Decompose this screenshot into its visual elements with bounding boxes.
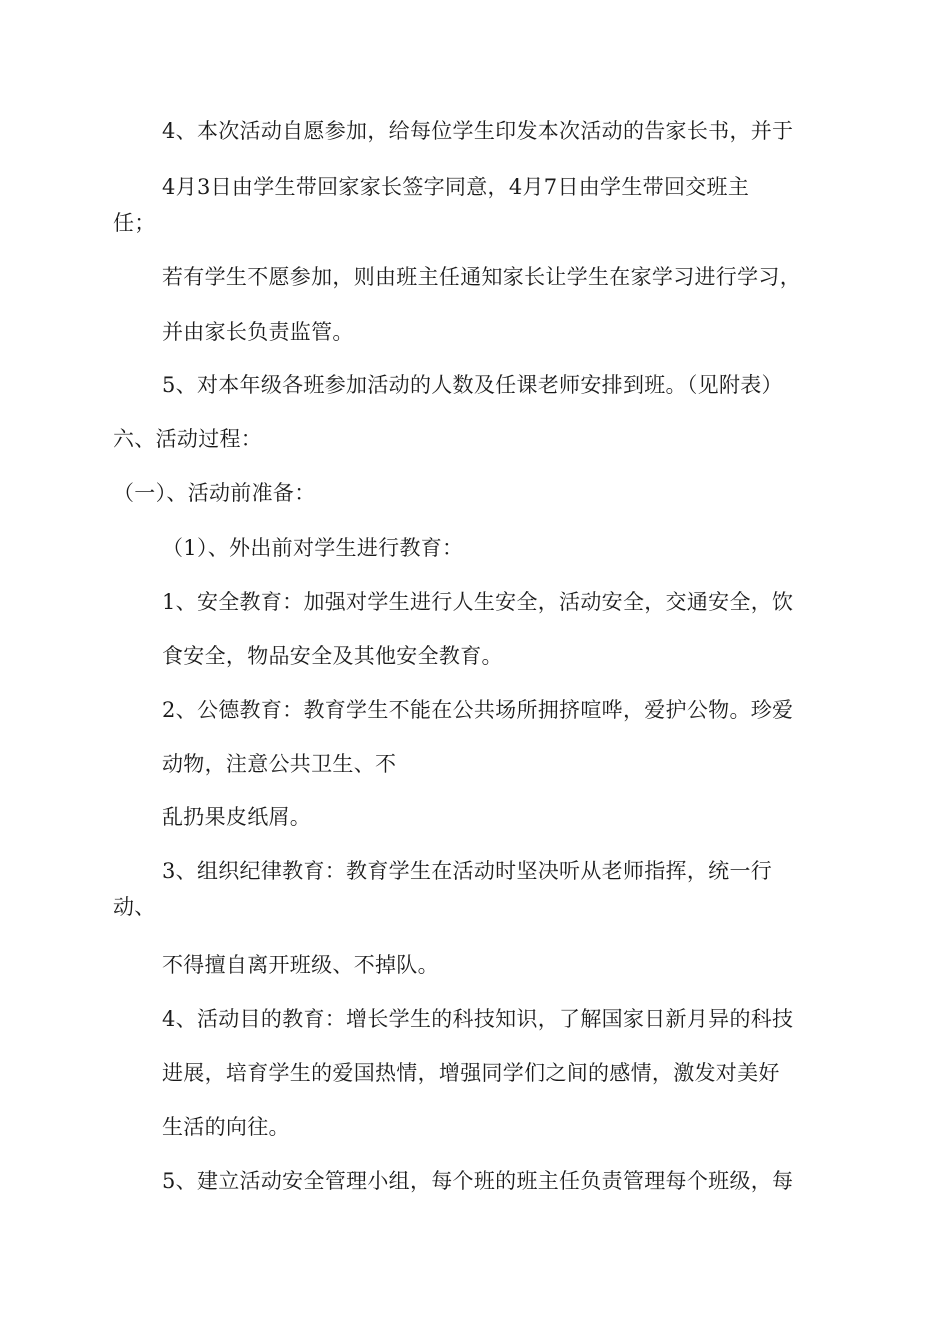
paragraph-line: 乱扔果皮纸屑。: [162, 805, 312, 829]
paragraph-line: 1、安全教育：加强对学生进行人生安全，活动安全，交通安全，饮: [162, 590, 794, 614]
paragraph-line: 5、建立活动安全管理小组，每个班的班主任负责管理每个班级，每: [162, 1169, 794, 1193]
paragraph-line: 4、活动目的教育：增长学生的科技知识，了解国家日新月异的科技: [162, 1007, 794, 1031]
paragraph-line: 2、公德教育：教育学生不能在公共场所拥挤喧哗，爱护公物。珍爱: [162, 698, 794, 722]
subsection-heading: （一）、活动前准备：: [113, 481, 316, 505]
paragraph-line: 进展，培育学生的爱国热情，增强同学们之间的感情，激发对美好: [162, 1061, 780, 1085]
paragraph-line: 4月3日由学生带回家家长签字同意，4月7日由学生带回交班主: [162, 175, 750, 199]
paragraph-line: 4、本次活动自愿参加，给每位学生印发本次活动的告家长书，并于: [162, 119, 794, 143]
paragraph-line: 动物，注意公共卫生、不: [162, 752, 397, 776]
paragraph-line: 若有学生不愿参加，则由班主任通知家长让学生在家学习进行学习，: [162, 265, 801, 289]
section-heading: 六、活动过程：: [113, 427, 263, 451]
paragraph-line: 3、组织纪律教育：教育学生在活动时坚决听从老师指挥，统一行: [162, 859, 773, 883]
paragraph-line: 任；: [113, 211, 156, 235]
paragraph-line: 生活的向往。: [162, 1115, 290, 1139]
paragraph-line: 动、: [113, 895, 156, 919]
paragraph-line: 并由家长负责监管。: [162, 320, 354, 344]
subsection-heading: （1）、外出前对学生进行教育：: [162, 536, 464, 560]
paragraph-line: 不得擅自离开班级、不掉队。: [162, 953, 439, 977]
paragraph-line: 食安全，物品安全及其他安全教育。: [162, 644, 503, 668]
paragraph-line: 5、对本年级各班参加活动的人数及任课老师安排到班。（见附表）: [162, 373, 783, 397]
